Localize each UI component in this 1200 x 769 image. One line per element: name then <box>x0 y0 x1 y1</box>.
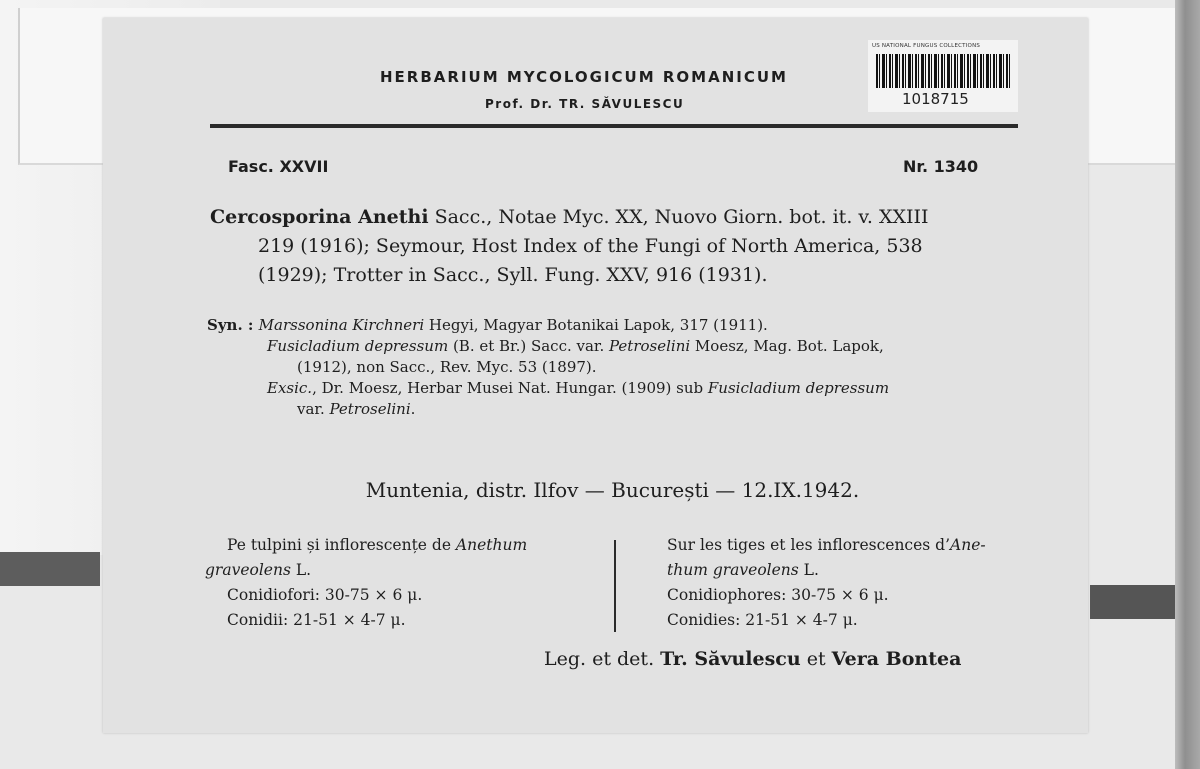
collector-2: Vera Bontea <box>831 648 962 670</box>
species-citation-line1: Sacc., Notae Myc. XX, Nuovo Giorn. bot. it. v. XXIII <box>428 206 929 228</box>
ro-conidiophores: Conidiofori: 30-75 × 6 μ. <box>227 586 423 604</box>
synonym-1-citation: Hegyi, Magyar Botanikai Lapok, 317 (1911). <box>424 316 768 334</box>
exsiccatae-variety: Petroselini <box>329 400 411 418</box>
barcode-icon <box>876 54 1010 88</box>
exsiccatae-var-prefix: var. <box>297 400 330 418</box>
synonym-2-citation-line2: (1912), non Sacc., Rev. Myc. 53 (1897). <box>297 358 597 376</box>
exsiccatae-end: . <box>410 400 416 418</box>
species-citation <box>210 203 1030 290</box>
synonyms-block <box>207 315 1037 420</box>
collector-joiner: et <box>800 648 832 670</box>
exsiccatae-taxon: Fusicladium depressum <box>707 379 890 397</box>
synonym-2-variety: Petroselini <box>609 337 691 355</box>
synonym-2-name: Fusicladium depressum <box>267 337 449 355</box>
ro-host-authority: L. <box>290 561 312 579</box>
barcode-label <box>868 40 1018 112</box>
synonym-2-citation: Moesz, Mag. Bot. Lapok, <box>690 337 884 355</box>
collector-prefix: Leg. et det. <box>544 648 661 670</box>
ro-conidia: Conidii: 21-51 × 4-7 μ. <box>227 611 406 629</box>
description-romanian <box>205 533 527 633</box>
header-rule <box>210 124 1018 128</box>
fr-host-genus: Ane- <box>950 536 986 554</box>
ro-host-species: graveolens <box>205 561 291 579</box>
ro-host-genus: Anethum <box>455 536 528 554</box>
fr-conidia: Conidies: 21-51 × 4-7 μ. <box>667 611 858 629</box>
ro-substrate: Pe tulpini și inflorescențe de <box>227 536 456 554</box>
synonym-2-mid: (B. et Br.) Sacc. var. <box>448 337 609 355</box>
collector-line <box>544 648 961 670</box>
fr-host-species: thum graveolens <box>667 561 799 579</box>
dark-strip-left <box>0 552 100 586</box>
barcode-caption: US NATIONAL FUNGUS COLLECTIONS <box>872 43 981 49</box>
species-citation-line2: 219 (1916); Seymour, Host Index of the Fungi of North America, 538 <box>258 235 923 257</box>
herbarium-subtitle: Prof. Dr. TR. SĂVULESCU <box>485 97 685 111</box>
exsiccatae-citation: , Dr. Moesz, Herbar Musei Nat. Hungar. (1909) sub <box>312 379 708 397</box>
specimen-number: Nr. 1340 <box>903 157 979 176</box>
barcode-number: 1018715 <box>902 90 969 108</box>
exsiccatae-label: Exsic. <box>267 379 313 397</box>
fr-substrate: Sur les tiges et les inflorescences d’ <box>667 536 951 554</box>
fascicle-number: Fasc. XXVII <box>228 157 329 176</box>
synonyms-label: Syn. : <box>207 316 259 334</box>
fr-host-authority: L. <box>798 561 819 579</box>
synonym-1-name: Marssonina Kirchneri <box>258 316 425 334</box>
collection-locality: Muntenia, distr. Ilfov — București — 12.IX.1942. <box>365 478 860 502</box>
species-name: Cercosporina Anethi <box>210 206 429 228</box>
fr-conidiophores: Conidiophores: 30-75 × 6 μ. <box>667 586 889 604</box>
herbarium-title: HERBARIUM MYCOLOGICUM ROMANICUM <box>380 68 788 86</box>
description-french <box>667 533 986 633</box>
column-divider <box>614 540 616 632</box>
species-citation-line3: (1929); Trotter in Sacc., Syll. Fung. XXV, 916 (1931). <box>258 264 768 286</box>
collector-1: Tr. Săvulescu <box>660 648 801 670</box>
mounting-board-edge <box>1175 0 1200 769</box>
